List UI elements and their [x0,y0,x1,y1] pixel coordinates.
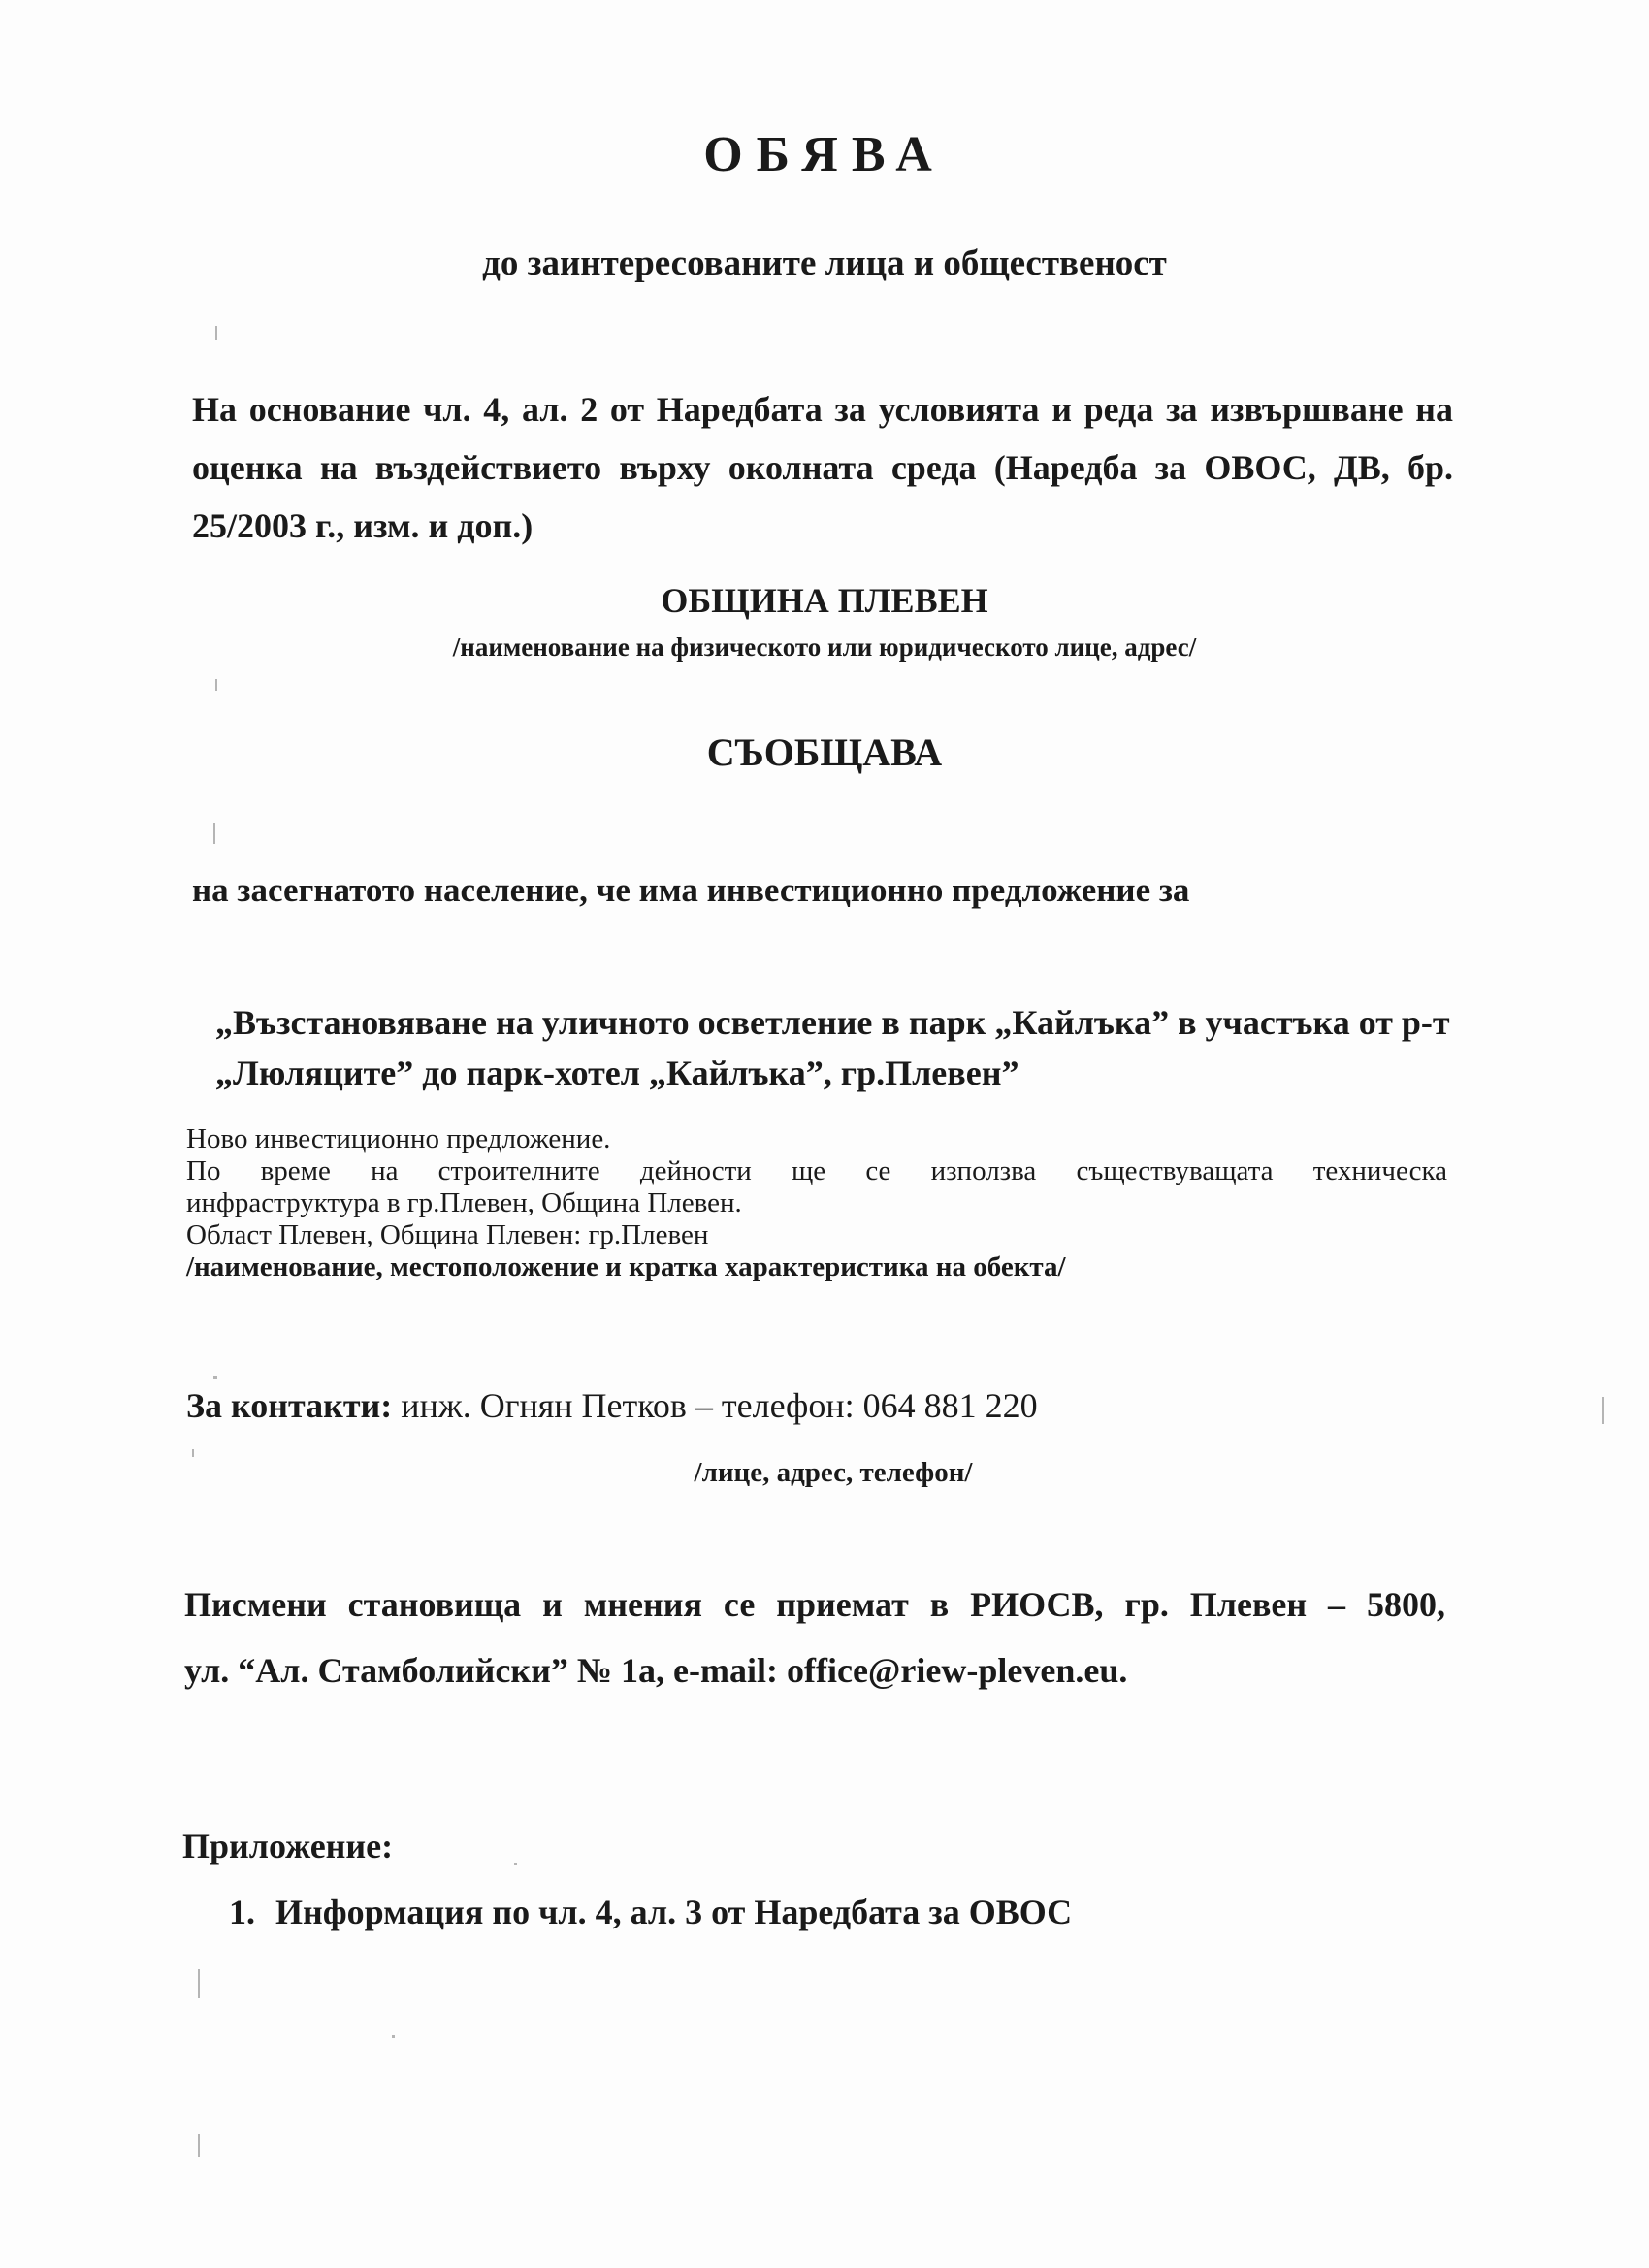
description-line: Област Плевен, Община Плевен: гр.Плевен [186,1219,709,1250]
description-line: инфраструктура в гр.Плевен, Община Плевен. [186,1187,742,1218]
list-item-text: Информация по чл. 4, ал. 3 от Наредбата за ОВОС [275,1893,1073,1931]
document-subtitle: до заинтересованите лица и общественост [482,243,1167,283]
organization-name: ОБЩИНА ПЛЕВЕН [661,581,988,620]
scan-artifact [215,679,217,691]
scan-artifact [514,1863,517,1865]
announces-heading: СЪОБЩАВА [706,730,943,774]
project-title: „Възстановяване на уличното осветление в парк „Кайлъка” в участъка от р-т „Люляците” до парк-хотел „Кайлъка”, гр.Плевен” [215,1003,1450,1092]
scan-artifact [198,1969,200,1998]
description-caption: /наименование, местоположение и кратка характеристика на обекта/ [186,1251,1066,1282]
population-notice: на засегнатото население, че има инвестиционно предложение за [192,871,1190,909]
scan-artifact [213,823,215,844]
scan-artifact [392,2035,395,2038]
list-item-number: 1. [229,1893,255,1931]
scan-artifact [1602,1397,1604,1424]
contacts-line [186,1385,1447,1426]
organization-caption: /наименование на физическото или юридическото лице, адрес/ [452,632,1197,662]
opinions-line: Писмени становища и мнения се приемат в РИОСВ, гр. Плевен – 5800, [184,1585,1445,1624]
opinions-paragraph [184,1571,1445,1703]
description-line: По време на строителните дейности ще се използва съществуващата техническа [186,1155,1447,1186]
document-title: ОБЯВА [703,127,946,182]
contacts-caption: /лице, адрес, телефон/ [694,1457,973,1488]
scan-artifact [213,1376,217,1379]
contacts-value: инж. Огнян Петков – телефон: 064 881 220 [392,1386,1038,1425]
legal-basis-paragraph: На основание чл. 4, ал. 2 от Наредбата за условията и реда за извършване на оценка на въздействието върху околната среда (Наредба за ОВОС, ДВ, бр. 25/2003 г., изм. и доп.) [192,390,1453,545]
contacts-label: За контакти: [186,1386,393,1425]
attachment-label: Приложение: [182,1827,394,1865]
opinions-line-email: ул. “Ал. Стамболийски” № 1а, e-mail: office@riew-pleven.eu. [184,1651,1128,1690]
scan-artifact [192,1449,194,1457]
scan-artifact [215,326,217,340]
project-description [186,1123,1447,1283]
list-item [229,1892,1490,1932]
scan-artifact [198,2134,200,2157]
description-line: Ново инвестиционно предложение. [186,1123,611,1154]
attachment-list [229,1892,1490,1932]
